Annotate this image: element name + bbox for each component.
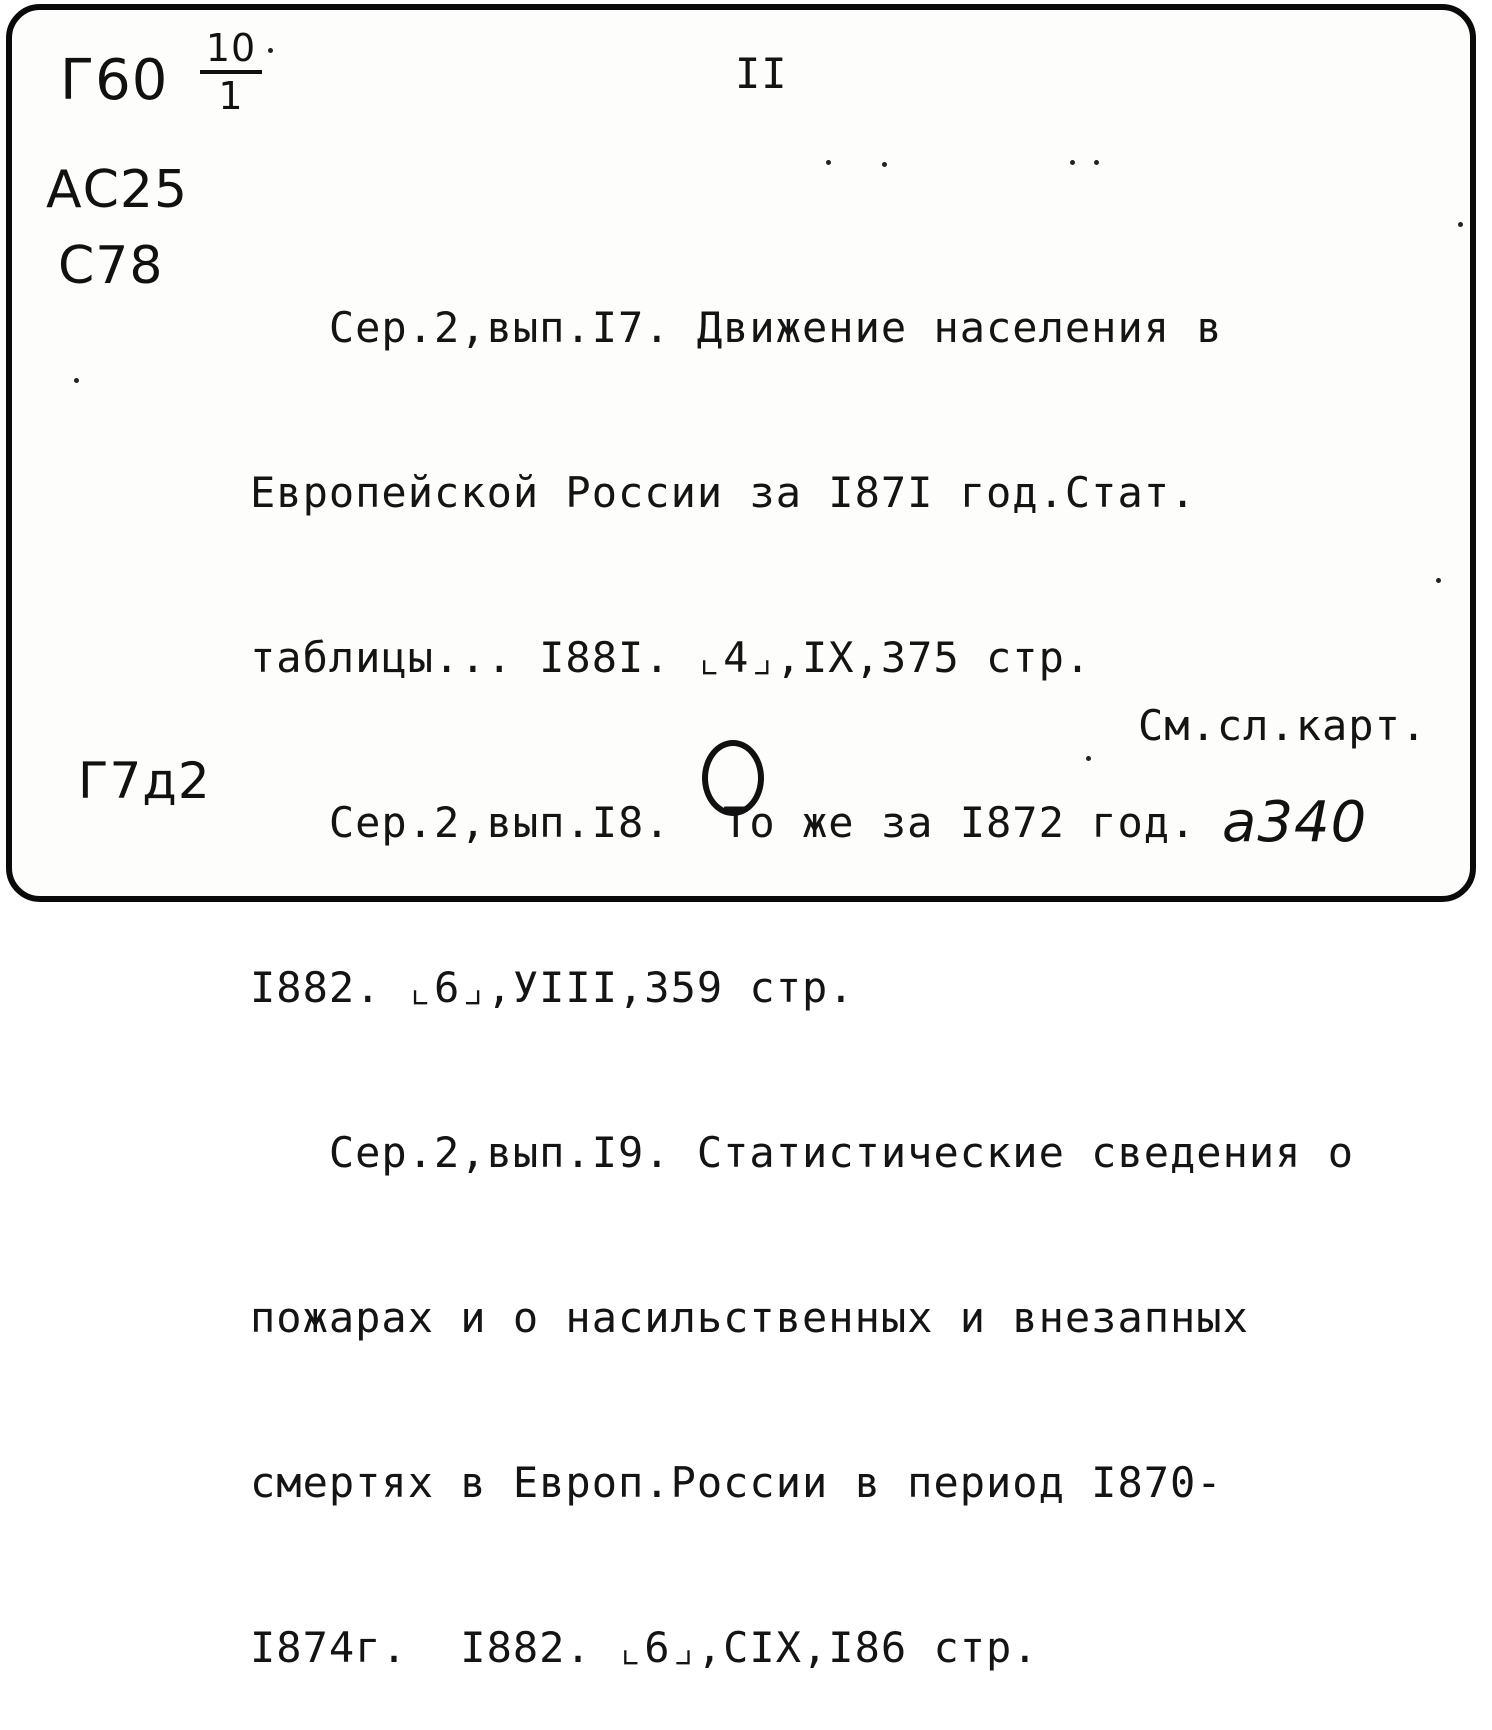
body-line: Сер.2,вып.I9. Статистические сведения о [250, 1128, 1355, 1177]
speck [268, 48, 273, 53]
punch-hole [702, 740, 764, 816]
speck [1094, 160, 1099, 165]
body-line: смертях в Европ.России в период I870- [250, 1458, 1223, 1507]
body-line: пожарах и о насильственных и внезапных [250, 1293, 1249, 1342]
body-line: I874г. I882. ⌞6⌟,CIX,I86 стр. [250, 1623, 1039, 1672]
handwritten-code-bottom-left: Г7д2 [78, 752, 211, 810]
card-body [250, 190, 1354, 1730]
speck [1436, 578, 1441, 583]
body-line: I882. ⌞6⌟,УIII,359 стр. [250, 963, 855, 1012]
see-next-card: См.сл.карт. [1138, 701, 1428, 750]
speck [882, 162, 887, 167]
speck [1086, 756, 1091, 761]
page-number: II [735, 49, 788, 98]
shelfmark-denominator: 1 [218, 74, 244, 118]
speck [1070, 160, 1075, 165]
body-line: Европейской России за I87I год.Стат. [250, 468, 1197, 517]
handwritten-code-2: С78 [58, 236, 164, 296]
speck [74, 378, 79, 383]
body-line: таблицы... I88I. ⌞4⌟,IX,375 стр. [250, 633, 1092, 682]
shelfmark-numerator: 10 [205, 26, 257, 70]
shelfmark-main: Г60 [60, 48, 169, 113]
handwritten-code-bottom-right: а340 [1222, 790, 1368, 855]
speck [826, 160, 831, 165]
body-line: Сер.2,вып.I7. Движение населения в [250, 303, 1223, 352]
speck [1458, 222, 1463, 227]
body-line: Сер.2,вып.I8. То же за I872 год. [250, 798, 1197, 847]
handwritten-code-1: АС25 [46, 160, 189, 220]
shelfmark-fraction [200, 28, 262, 116]
